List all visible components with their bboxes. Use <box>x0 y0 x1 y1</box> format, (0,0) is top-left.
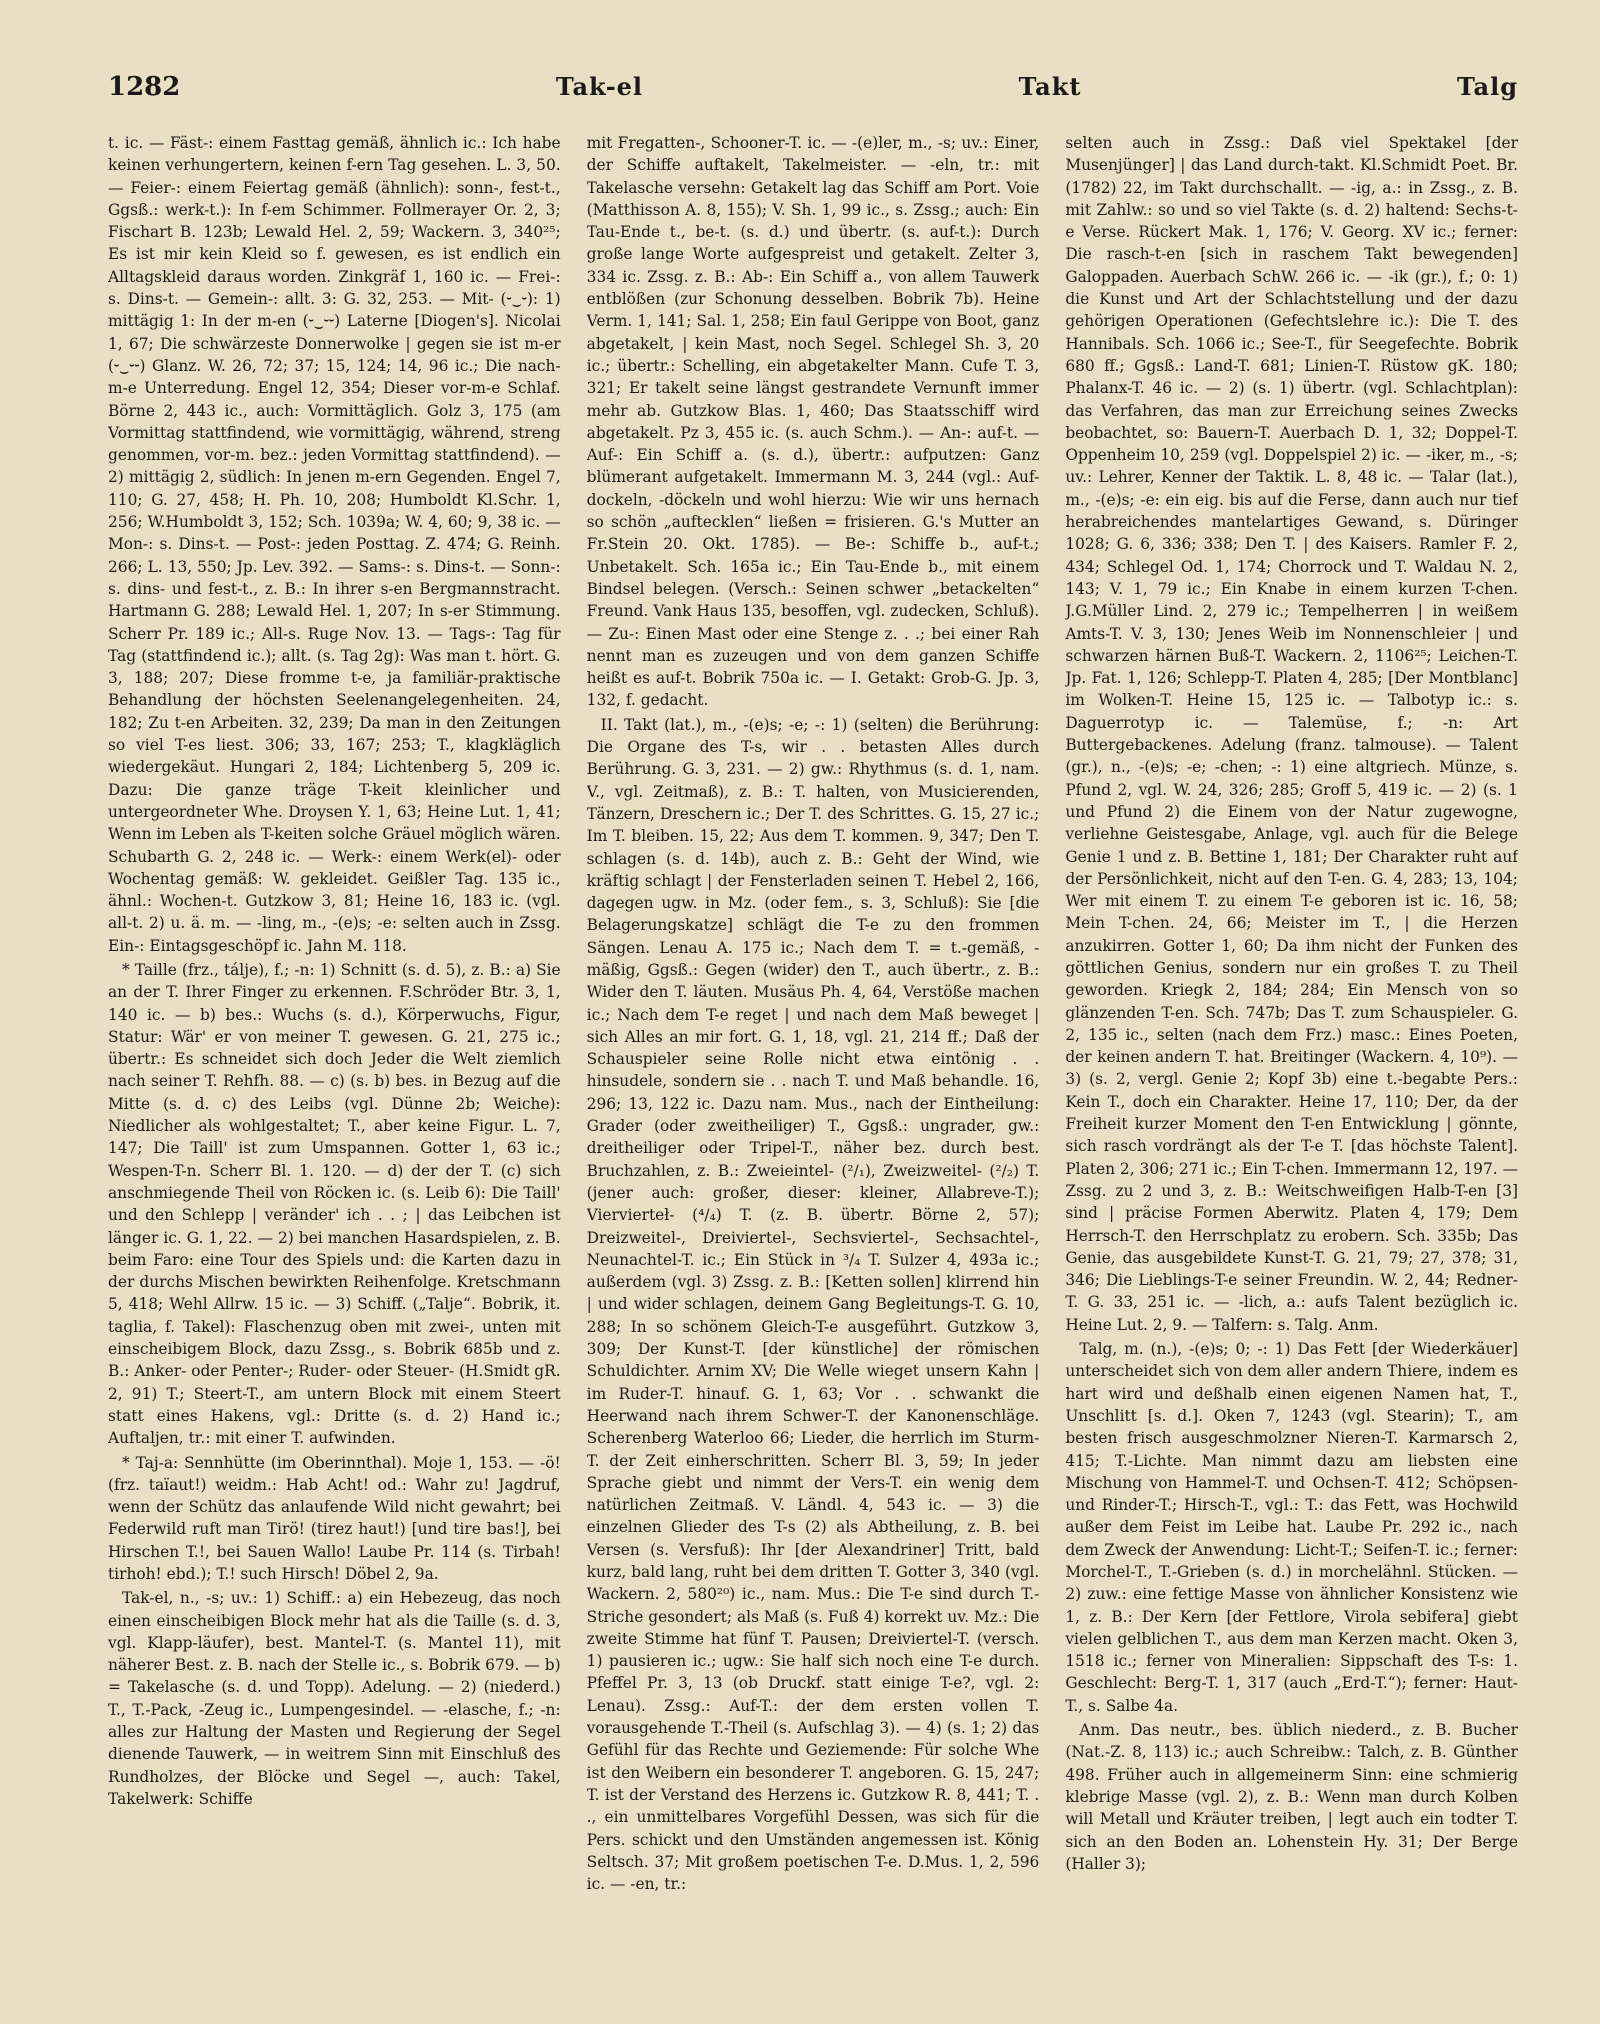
running-head <box>108 72 1518 112</box>
paragraph: mit Fregatten-, Schooner-T. ic. — -(e)ler, m., -s; uv.: Einer, der Schiffe auftakelt, Takelmeister. — -eln, tr.: mit Takelasche versehn: Getakelt lag das Schiff am Port. Voie (Matthisson A. 8, 155); V. Sh. 1, 99 ic., s. Zssg.; auch: Ein Tau-Ende t., be-t. (s. d.) und übertr. (s. auf-t.): Durch große lange Worte aufgespreist und getakelt. Zelter 3, 334 ic. Zssg. z. B.: Ab-: Ein Schiff a., von allem Tauwerk entblößen (zur Schonung desselben. Bobrik 7b). Heine Verm. 1, 141; Sal. 1, 258; Ein faul Gerippe von Boot, ganz abgetakelt, | kein Mast, noch Segel. Schlegel Sh. 3, 20 ic.; übertr.: Schelling, ein abgetakelter Mann. Cufe T. 3, 321; Er takelt seine längst gestrandete Vernunft immer mehr ab. Gutzkow Blas. 1, 460; Das Staatsschiff wird abgetakelt. Pz 3, 455 ic. (s. auch Schm.). — An-: auf-t. — Auf-: Ein Schiff a. (s. d.), übertr.: aufputzen: Ganz blümerant aufgetakelt. Immermann M. 3, 244 (vgl.: Auf-dockeln, -döckeln und wohl hierzu: Wie wir uns hernach so schön „auftecklen“ ließen = frisieren. G.'s Mutter an Fr.Stein 20. Okt. 1785). — Be-: Schiffe b., auf-t.; Unbetakelt. Sch. 165a ic.; Ein Tau-Ende b., mit einem Bindsel belegen. (Versch.: Seinen schwer „betackelten“ Freund. Vank Haus 135, besoffen, vgl. zudecken, Schluß). — Zu-: Einen Mast oder eine Stenge z. . .; bei einer Rah nennt man es zuzeugen und von dem ganzen Schiffe heißt es auf-t. Bobrik 750a ic. — I. Getakt: Grob-G. Jp. 3, 132, f. gedacht. <box>586 134 1040 710</box>
column-3 <box>1065 132 1518 2012</box>
headword-center: Takt <box>1018 72 1082 101</box>
paragraph: Anm. Das neutr., bes. üblich niederd., z. B. Bucher (Nat.-Z. 8, 113) ic.; auch Schreibw.: Talch, z. B. Günther 498. Früher auch in allgemeinerm Sinn: eine schmierig klebrige Masse (vgl. 2), z. B.: Wenn man durch Kolben will Metall und Kräuter treiben, | legt auch ein todter T. sich an den Boden an. Lohenstein Hy. 31; Der Berge (Haller 3); <box>1065 1721 1518 1873</box>
column-1 <box>108 132 561 2012</box>
paragraph: Talg, m. (n.), -(e)s; 0; -: 1) Das Fett [der Wiederkäuer] unterscheidet sich von dem aller andern Thiere, indem es hart wird und deßhalb einen eigenen Namen hat, T., Unschlitt [s. d.]. Oken 7, 1243 (vgl. Stearin); T., am besten frisch ausgeschmolzner Nieren-T. Karmarsch 2, 415; T.-Lichte. Man nimmt dazu am liebsten eine Mischung von Hammel-T. und Ochsen-T. 412; Schöpsen- und Rinder-T.; Hirsch-T., vgl.: T.: das Fett, was Hochwild außer dem Feist im Leibe hat. Laube Pr. 292 ic., nach dem Zweck der Anwendung: Licht-T.; Seifen-T. ic.; ferner: Morchel-T., T.-Grieben (s. d.) in morchelähnl. Stücken. — 2) zuw.: eine fettige Masse von ähnlicher Konsistenz wie 1, z. B.: Der Kern [der Fettlore, Virola sebifera] giebt vielen gelblichen T., aus dem man Kerzen macht. Oken 3, 1518 ic.; ferner von Mineralien: Sippschaft des T-s: 1. Geschlecht: Berg-T. 1, 317 (auch „Erd-T.“); ferner: Haut-T., s. Salbe 4a. <box>1065 1340 1518 1715</box>
paragraph: * Taille (frz., tálje), f.; -n: 1) Schnitt (s. d. 5), z. B.: a) Sie an der T. Ihrer Finger zu erkennen. F.Schröder Btr. 3, 1, 140 ic. — b) bes.: Wuchs (s. d.), Körperwuchs, Figur, Statur: Wär' er von meiner T. gewesen. G. 21, 275 ic.; übertr.: Es schneidet sich doch Jeder die Welt ziemlich nach seiner T. Rehfh. 88. — c) (s. b) bes. in Bezug auf die Mitte (s. d. c) des Leibs (vgl. Dünne 2b; Weiche): Niedlicher als wohlgestaltet; T., aber keine Figur. L. 7, 147; Die Taill' ist zum Umspannen. Gotter 1, 63 ic.; Wespen-T-n. Scherr Bl. 1. 120. — d) der der T. (c) sich anschmiegende Theil von Röcken ic. (s. Leib 6): Die Taill' und den Schlepp | veränder' ich . . ; | das Leibchen ist länger ic. G. 1, 22. — 2) bei manchen Hasardspielen, z. B. beim Faro: eine Tour des Spiels und: die Karten dazu in der durchs Mischen bewirkten Reihenfolge. Kretschmann 5, 418; Wehl Allrw. 15 ic. — 3) Schiff. („Talje“. Bobrik, it. taglia, f. Takel): Flaschenzug oben mit zwei-, unten mit einscheibigem Block, dazu Zssg., s. Bobrik 685b und z. B.: Anker- oder Penter-; Ruder- oder Steuer- (H.Smidt gR. 2, 91) T.; Steert-T., am untern Block mit einem Steert statt eines Hakens, vgl.: Dritte (s. d. 2) Hand ic.; Auftaljen, tr.: mit einer T. aufwinden. <box>108 960 561 1448</box>
paragraph: * Taj-a: Sennhütte (im Oberinnthal). Moje 1, 153. — -ö! (frz. taïaut!) weidm.: Hab Acht! od.: Wahr zu! Jagdruf, wenn der Schütz das anlaufende Wild nicht gewahrt; bei Federwild ruft man Tirö! (tirez haut!) [und tire bas!], bei Hirschen T.!, bei Sauen Wallo! Laube Pr. 114 (s. Tirbah! tirhoh! ebd.); T.! such Hirsch! Döbel 2, 9a. <box>108 1453 561 1583</box>
headword-right: Talg <box>1456 72 1518 101</box>
paragraph: Tak-el, n., -s; uv.: 1) Schiff.: a) ein Hebezeug, das noch einen einscheibigen Block mehr hat als die Taille (s. d. 3, vgl. Klapp-läufer), best. Mantel-T. (s. Mantel 11), mit näherer Best. z. B. nach der Stelle ic., s. Bobrik 679. — b) = Takelasche (s. d. und Topp). Adelung. — 2) (niederd.) T., T.-Pack, -Zeug ic., Lumpengesindel. — -elasche, f.; -n: alles zur Haltung der Masten und Regierung der Segel dienende Tauwerk, — in weitrem Sinn mit Einschluß des Rundholzes, der Blöcke und Segel —, auch: Takel, Takelwerk: Schiffe <box>108 1589 561 1808</box>
column-2 <box>587 132 1040 2012</box>
text-columns <box>108 132 1518 2012</box>
paragraph: II. Takt (lat.), m., -(e)s; -e; -: 1) (selten) die Berührung: Die Organe des T-s, wir . . betasten Alles durch Berührung. G. 3, 231. — 2) gw.: Rhythmus (s. d. 1, nam. V., vgl. Zeitmaß), z. B.: T. halten, von Musicierenden, Tänzern, Dreschern ic.; Der T. des Schrittes. G. 15, 27 ic.; Im T. bleiben. 15, 22; Aus dem T. kommen. 9, 347; Den T. schlagen (s. d. 14b), auch z. B.: Geht der Wind, wie kräftig schlagt | der Fensterladen seinen T. Hebel 2, 166, dagegen ugw. in Mz. (oder fem., s. 3, Schluß): Sie [die Belagerungskatze] schlägt die T-e zu den frommen Sängen. Lenau A. 175 ic.; Nach dem T. = t.-gemäß, -mäßig, Ggsß.: Gegen (wider) den T., auch übertr., z. B.: Wider den T. läuten. Musäus Ph. 4, 64, Verstöße machen ic.; Nach dem T-e reget | und nach dem Maß beweget | sich Alles an mir fort. G. 1, 18, vgl. 21, 214 ff.; Daß der Schauspieler seine Rolle nicht etwa eintönig . . hinsudele, sondern sie . . nach T. und Maß behandle. 16, 296; 13, 122 ic. Dazu nam. Mus., nach der Eintheilung: Grader (oder zweitheiliger) T., Ggsß.: ungrader, gw.: dreitheiliger oder Tripel-T., näher bez. durch best. Bruchzahlen, z. B.: Zweieintel- (²/₁), Zweizweitel- (²/₂) T. (jener auch: großer, dieser: kleiner, Allabreve-T.); Viervierteł- (⁴/₄) T. (z. B. übertr. Börne 2, 57); Dreizweitel-, Dreiviertel-, Sechsviertel-, Sechsachtel-, Neunachtel-T. ic.; Ein Stück in ³/₄ T. Sulzer 4, 493a ic.; außerdem (vgl. 3) Zssg. z. B.: [Ketten sollen] klirrend hin | und wider schlagen, deinem Gang Begleitungs-T. G. 10, 288; In so schönem Gleich-T-e ausgeführt. Gutzkow 3, 309; Der Kunst-T. [der künstliche] der römischen Schuldichter. Arnim XV; Die Welle wieget unsern Kahn | im Ruder-T. hinauf. G. 1, 63; Vor . . schwankt die Heerwand nach ihrem Schwer-T. der Kanonenschläge. Scherenberg Waterloo 66; Lieder, die herrlich im Sturm-T. der Zeit einherschritten. Scherr Bl. 3, 59; In jeder Sprache giebt und nimmt der Vers-T. ein wenig dem natürlichen Zeitmaß. V. Ländl. 4, 543 ic. — 3) die einzelnen Glieder des T-s (2) als Abtheilung, z. B. bei Versen (s. Versfuß): Ihr [der Alexandriner] Tritt, bald kurz, bald lang, ruht bei dem dritten T. Gotter 3, 340 (vgl. Wackern. 2, 580²⁰) ic., nam. Mus.: Die T-e sind durch T.-Striche gesondert; als Maß (s. Fuß 4) korrekt uv. Mz.: Die zweite Stimme hat fünf T. Pausen; Dreiviertel-T. (versch. 1) pausieren ic.; ugw.: Sie half sich noch eine T-e durch. Pfeffel Pr. 3, 13 (ob Druckf. statt einige T-e?, vgl. 2: Lenau). Zssg.: Auf-T.: der dem ersten vollen T. vorausgehende T.-Theil (s. Aufschlag 3). — 4) (s. 1; 2) das Gefühl für das Rechte und Geziemende: Für solche Whe ist den Weibern ein besonderer T. angeboren. G. 15, 247; T. ist der Verstand des Herzens ic. Gutzkow R. 8, 441; T. . ., ein unmittelbares Vorgefühl Dessen, was sich für die Pers. schickt und den Umständen angemessen ist. König Seltsch. 37; Mit großem poetischen T-e. D.Mus. 1, 2, 596 ic. — -en, tr.: <box>586 715 1040 1894</box>
page-number: 1282 <box>108 72 181 102</box>
headword-left: Tak-el <box>555 72 644 101</box>
paragraph: t. ic. — Fäst-: einem Fasttag gemäß, ähnlich ic.: Ich habe keinen verhungertern, keinen f-ern Tag gesehen. L. 3, 50. — Feier-: einem Feiertag gemäß (ähnlich): sonn-, fest-t., Ggsß.: werk-t.): In f-em Schimmer. Follmerayer Or. 2, 3; Fischart B. 123b; Lewald Hel. 2, 59; Wackern. 3, 340²⁵; Es ist mir kein Kleid so f. gewesen, es ist endlich ein Alltagskleid daraus worden. Zinkgräf 1, 160 ic. — Frei-: s. Dins-t. — Gemein-: allt. 3: G. 32, 253. — Mit- (⏑‿⏑): 1) mittägig 1: In der m-en (⏑‿⏑⏑) Laterne [Diogen's]. Nicolai 1, 67; Die schwärzeste Donnerwolke | gegen sie ist m-er (⏑‿⏑⏑) Glanz. W. 26, 72; 37; 15, 124; 14, 96 ic.; Die nach-m-e Unterredung. Engel 12, 354; Dieser vor-m-e Schlaf. Börne 2, 443 ic., auch: Vormittäglich. Golz 3, 175 (am Vormittag stattfindend, wie vormittägig, während, streng genommen, vor-m. bez.: jeden Vormittag stattfindend). — 2) mittägig 2, südlich: In jenen m-ern Gegenden. Engel 7, 110; G. 27, 458; H. Ph. 10, 208; Humboldt Kl.Schr. 1, 256; W.Humboldt 3, 152; Sch. 1039a; W. 4, 60; 9, 38 ic. — Mon-: s. Dins-t. — Post-: jeden Posttag. Z. 474; G. Reinh. 266; L. 13, 550; Jp. Lev. 392. — Sams-: s. Dins-t. — Sonn-: s. dins- und fest-t., z. B.: In ihrer s-en Bergmannstracht. Hartmann G. 288; Lewald Hel. 1, 207; In s-er Stimmung. Scherr Pr. 189 ic.; All-s. Ruge Nov. 13. — Tags-: Tag für Tag (stattfindend ic.); allt. (s. Tag 2g): Was man t. hört. G. 3, 188; 207; Diese fromme t-e, ja familiär-praktische Behandlung der höchsten Seelenangelegenheiten. 24, 182; Zu t-en Arbeiten. 32, 239; Da man in den Zeitungen so viel T-es liest. 306; 33, 167; 253; T., klagkläglich wiedergekäut. Hungari 2, 184; Lichtenberg 5, 209 ic. Dazu: Die ganze träge T-keit kleinlicher und untergeordneter Whe. Droysen Y. 1, 63; Heine Lut. 1, 41; Wenn im Leben als T-keiten solche Gräuel möglich wären. Schubarth G. 2, 248 ic. — Werk-: einem Werk(el)- oder Wochentag gemäß: W. gekleidet. Geißler Tag. 135 ic., ähnl.: Wochen-t. Gutzkow 3, 81; Heine 16, 183 ic. (vgl. all-t. 2) u. ä. m. — -ling, m., -(e)s; -e: selten auch in Zssg. Ein-: Eintagsgeschöpf ic. Jahn M. 118. <box>108 134 561 955</box>
paragraph: selten auch in Zssg.: Daß viel Spektakel [der Musenjünger] | das Land durch-takt. Kl.Schmidt Poet. Br. (1782) 22, im Takt durchschallt. — -ig, a.: in Zssg., z. B. mit Zahlw.: so und so viel Takte (s. d. 2) haltend: Sechs-t-e Verse. Rückert Mak. 1, 176; V. Georg. XV ic.; ferner: Die rasch-t-en [sich in raschem Takt bewegenden] Galoppaden. Auerbach SchW. 266 ic. — -ik (gr.), f.; 0: 1) die Kunst und Art der Schlachtstellung und der dazu gehörigen Operationen (Gefechtslehre ic.): Die T. des Hannibals. Sch. 1066 ic.; See-T., für Seegefechte. Bobrik 680 ff.; Ggsß.: Land-T. 681; Linien-T. Rüstow gK. 180; Phalanx-T. 46 ic. — 2) (s. 1) übertr. (vgl. Schlachtplan): das Verfahren, das man zur Erreichung seines Zwecks beobachtet, so: Bauern-T. Auerbach D. 1, 32; Doppel-T. Oppenheim 10, 259 (vgl. Doppelspiel 2) ic. — -iker, m., -s; uv.: Lehrer, Kenner der Taktik. L. 8, 48 ic. — Talar (lat.), m., -(e)s; -e: ein eig. bis auf die Ferse, dann auch nur tief herabreichendes mantelartiges Gewand, s. Düringer 1028; G. 6, 336; 338; Den T. | des Kaisers. Ramler F. 2, 434; Schlegel Od. 1, 174; Chorrock und T. Waldau N. 2, 143; V. 1, 79 ic.; Ein Knabe in einem kurzen T-chen. J.G.Müller Lind. 2, 279 ic.; Tempelherren | in weißem Amts-T. V. 3, 130; Jenes Weib im Nonnenschleier | und schwarzen härnen Buß-T. Wackern. 2, 1106²⁵; Leichen-T. Jp. Fat. 1, 126; Schlepp-T. Platen 4, 285; [Der Montblanc] im Wolken-T. Heine 15, 125 ic. — Talbotyp ic.: s. Daguerrotyp ic. — Talemüse, f.; -n: Art Buttergebackenes. Adelung (franz. talmouse). — Talent (gr.), n., -(e)s; -e; -chen; -: 1) eine altgriech. Münze, s. Pfund 2, vgl. W. 24, 326; 285; Groff 5, 419 ic. — 2) (s. 1 und Pfund 2) die Einem von der Natur zugewogne, verliehne Geistesgabe, Anlage, vgl. auch für die Belege Genie 1 und z. B. Bettine 1, 181; Der Charakter ruht auf der Persönlichkeit, nicht auf den T-en. G. 4, 283; 13, 104; Wer mit einem T. zu einem T-e geboren ist ic. 16, 58; Mein T-chen. 24, 66; Meister im T., | die Herzen anzukirren. Gotter 1, 60; Da ihm nicht der Funken des göttlichen Genius, sondern nur ein großes T. zu Theil geworden. Kriegk 2, 184; 284; Ein Mensch von so glänzenden T-en. Sch. 747b; Das T. zum Schauspieler. G. 2, 135 ic., selten (nach dem Frz.) masc.: Eines Poeten, der keinen andern T. hat. Breitinger (Wackern. 4, 10⁹). — 3) (s. 2, vergl. Genie 2; Kopf 3b) eine t.-begabte Pers.: Kein T., doch ein Charakter. Heine 17, 110; Der, da der Freiheit kurzer Moment den T-en Entwicklung | gönnte, sich rasch vordrängt als der T-e T. [das höchste Talent]. Platen 2, 306; 271 ic.; Ein T-chen. Immermann 12, 197. — Zssg. zu 2 und 3, z. B.: Weitschweifigen Halb-T-en [3] sind | präcise Formen Aberwitz. Platen 4, 179; Dem Herrsch-T. den Herrschplatz zu erobern. Sch. 335b; Das Genie, das ausgebildete Kunst-T. G. 21, 79; 27, 378; 31, 346; Die Lieblings-T-e seiner Freundin. W. 2, 44; Redner-T. G. 33, 251 ic. — -lich, a.: aufs Talent bezüglich ic. Heine Lut. 2, 9. — Talfern: s. Talg. Anm. <box>1065 134 1518 1334</box>
